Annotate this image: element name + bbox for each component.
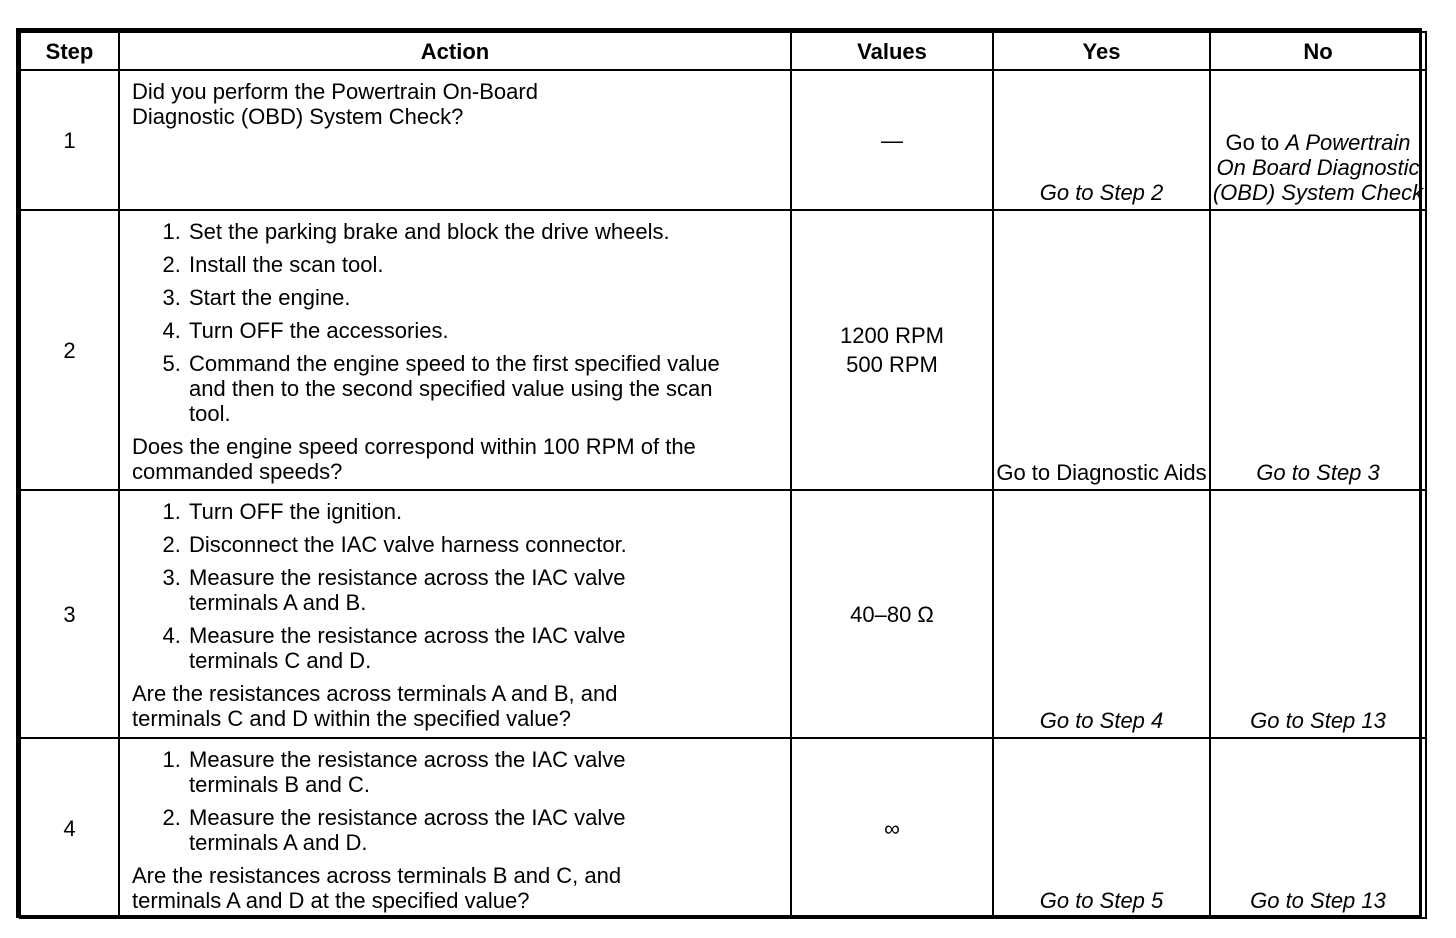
values-cell xyxy=(791,738,993,918)
instruction-item: 1. Set the parking brake and block the drive wheels. xyxy=(187,219,780,244)
table-row-step-2 xyxy=(20,210,1426,490)
header-step: Step xyxy=(20,32,119,70)
value-line: — xyxy=(881,127,903,153)
no-cell: Go to Step 3 xyxy=(1210,210,1426,490)
yes-cell: Go to Step 5 xyxy=(993,738,1210,918)
instruction-item: 4. Measure the resistance across the IAC valve terminals C and D. xyxy=(187,623,689,673)
instruction-list xyxy=(132,219,780,426)
yes-cell: Go to Diagnostic Aids xyxy=(993,210,1210,490)
action-question: Are the resistances across terminals A and B, and terminals C and D within the specified value? xyxy=(132,681,618,731)
step-number: 1 xyxy=(20,70,119,210)
no-cell: Go to Step 13 xyxy=(1210,490,1426,738)
instruction-item: 1. Turn OFF the ignition. xyxy=(187,499,780,524)
no-cell xyxy=(1210,70,1426,210)
step-number: 3 xyxy=(20,490,119,738)
header-values: Values xyxy=(791,32,993,70)
instruction-item: 2. Install the scan tool. xyxy=(187,252,780,277)
instruction-list xyxy=(132,747,780,855)
header-yes: Yes xyxy=(993,32,1210,70)
action-cell xyxy=(119,70,791,210)
instruction-item: 2. Disconnect the IAC valve harness connector. xyxy=(187,532,780,557)
action-cell xyxy=(119,490,791,738)
step-number: 4 xyxy=(20,738,119,918)
value-line: 1200 RPM xyxy=(840,323,944,348)
action-cell xyxy=(119,738,791,918)
no-cell: Go to Step 13 xyxy=(1210,738,1426,918)
diagnostic-table-sheet xyxy=(16,28,1422,918)
values-cell xyxy=(791,490,993,738)
table-row-step-1 xyxy=(20,70,1426,210)
header-action: Action xyxy=(119,32,791,70)
yes-cell: Go to Step 4 xyxy=(993,490,1210,738)
no-link: A Powertrain On Board Diagnostic (OBD) System Check xyxy=(1212,130,1424,205)
values-cell xyxy=(791,210,993,490)
yes-cell: Go to Step 2 xyxy=(993,70,1210,210)
action-question: Are the resistances across terminals B and C, and terminals A and D at the specified value? xyxy=(132,863,622,913)
header-row xyxy=(20,32,1426,70)
step-number: 2 xyxy=(20,210,119,490)
instruction-item: 5. Command the engine speed to the first specified value and then to the second specified value using the scan tool. xyxy=(187,351,749,426)
instruction-list xyxy=(132,499,780,673)
action-cell xyxy=(119,210,791,490)
instruction-item: 1. Measure the resistance across the IAC valve terminals B and C. xyxy=(187,747,689,797)
diagnostic-table xyxy=(19,31,1427,919)
instruction-item: 3. Start the engine. xyxy=(187,285,780,310)
value-line: ∞ xyxy=(884,815,900,841)
no-prefix: Go to xyxy=(1225,130,1286,155)
action-question: Did you perform the Powertrain On-Board Diagnostic (OBD) System Check? xyxy=(132,79,538,129)
value-line: 40–80 Ω xyxy=(850,601,934,627)
instruction-item: 3. Measure the resistance across the IAC valve terminals A and B. xyxy=(187,565,689,615)
action-question: Does the engine speed correspond within 100 RPM of the commanded speeds? xyxy=(132,434,696,484)
table-row-step-4 xyxy=(20,738,1426,918)
header-no: No xyxy=(1210,32,1426,70)
instruction-item: 2. Measure the resistance across the IAC valve terminals A and D. xyxy=(187,805,689,855)
instruction-item: 4. Turn OFF the accessories. xyxy=(187,318,780,343)
table-row-step-3 xyxy=(20,490,1426,738)
value-line: 500 RPM xyxy=(846,352,938,377)
values-cell xyxy=(791,70,993,210)
